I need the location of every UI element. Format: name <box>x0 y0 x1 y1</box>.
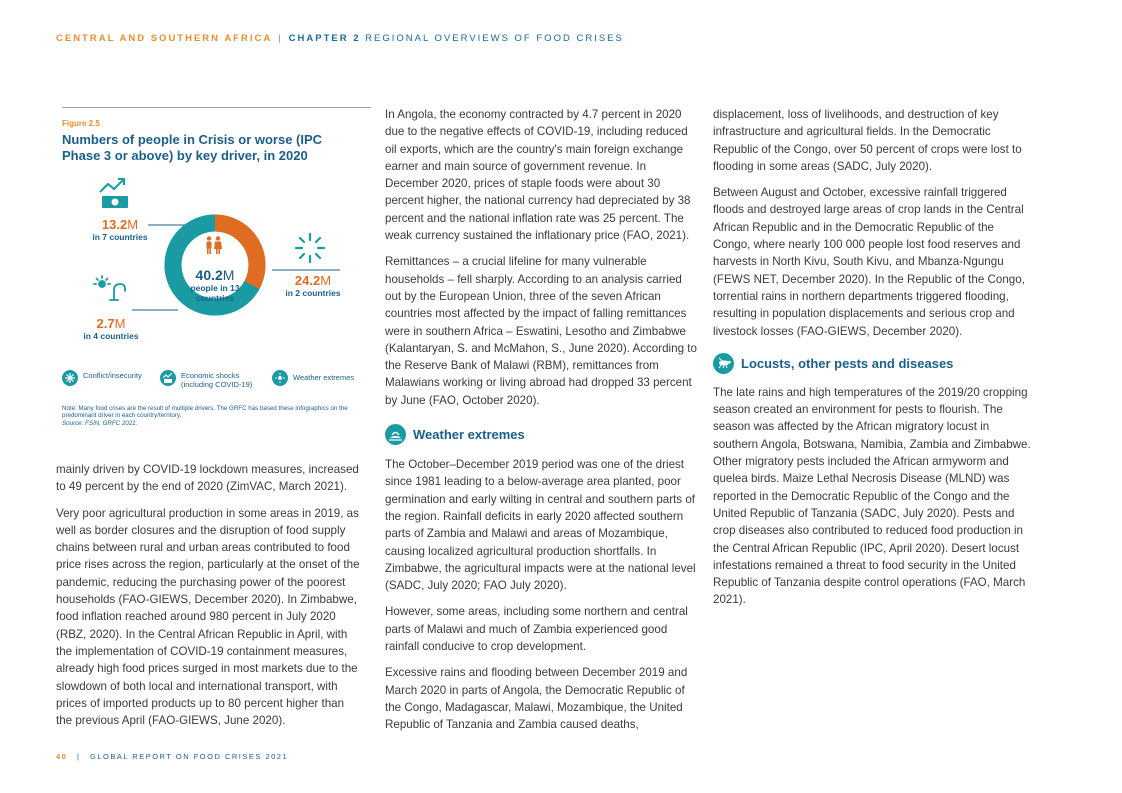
legend-label-economic: Economic shocks (including COVID-19) <box>181 371 253 389</box>
header-separator: | <box>278 33 283 44</box>
conflict-value <box>78 316 144 331</box>
conflict-value-unit: M <box>114 316 126 331</box>
figure-source: Source: FSIN, GRFC 2021. <box>62 419 138 427</box>
weather-icon <box>272 370 288 386</box>
weather-extremes-icon <box>296 234 324 262</box>
donut-segment-conflict-insecurity <box>198 223 215 227</box>
economic-countries: in 7 countries <box>92 232 148 242</box>
total-value-unit: M <box>222 267 235 283</box>
header-section: CENTRAL AND SOUTHERN AFRICA <box>56 33 273 44</box>
total-value <box>180 267 250 283</box>
total-sub: people in 13 countries <box>190 283 240 303</box>
col2-paragraph-2: Remittances – a crucial lifeline for many vulnerable households – fell sharply. According to an analysis carried out by the European Union, three of the seven African countries most affected by the impact of falling remittances were in southern Africa – Eswatini, Lesotho and Zimbabwe (Kalantaryan, S. and McMahon, S., June 2020). According to the Reserve Bank of Malawi (RBM), remittances from Malawians working or living abroad had dropped 33 percent by June (FAO, October 2020). <box>385 255 697 407</box>
column-2 <box>385 106 697 743</box>
locusts-heading <box>713 353 1031 374</box>
weather-value <box>280 273 346 288</box>
weather-extremes-heading <box>385 424 697 445</box>
economic-value-block <box>88 217 152 242</box>
header-chapter: CHAPTER 2 <box>288 33 361 44</box>
col2-paragraph-5: Excessive rains and flooding between December 2019 and March 2020 in parts of Angola, the Democratic Republic of the Congo, Madagascar, Malawi, Mozambique, the United Republic of Tanzania and Zambia caused deaths, <box>385 666 688 732</box>
legend-label-conflict: Conflict/insecurity <box>83 371 142 380</box>
weather-extremes-title: Weather extremes <box>413 426 525 442</box>
weather-value-number: 24.2 <box>294 273 321 288</box>
figure-note-text: Note: Many food crises are the result of multiple drivers. The GRFC has based these infographics on the predominant driver in each country/territory. <box>62 405 348 420</box>
conflict-value-number: 2.7 <box>96 316 115 331</box>
header-chapter-title: REGIONAL OVERVIEWS OF FOOD CRISES <box>365 33 624 44</box>
economic-shocks-icon <box>100 179 128 208</box>
conflict-value-block <box>78 316 144 341</box>
running-header <box>56 33 624 44</box>
figure-legend <box>62 370 372 394</box>
column-3 <box>713 106 1031 618</box>
weather-value-unit: M <box>320 273 332 288</box>
conflict-icon <box>62 370 78 386</box>
locusts-title: Locusts, other pests and diseases <box>741 355 954 371</box>
figure-note <box>62 405 362 427</box>
col2-paragraph-4: However, some areas, including some northern and central parts of Malawi and much of Zambia experienced good rainfall conducive to crop development. <box>385 605 688 654</box>
page-number: 40 <box>56 752 68 761</box>
col3-paragraph-2: Between August and October, excessive rainfall triggered floods and destroyed large areas of crop lands in the Central African Republic and in the Democratic Republic of the Congo, where nearly 100 000 people lost food reserves and harvests in North Kivu, South Kivu, and Mbanza-Ngungu (FEWS NET, December 2020). In the Republic of the Congo, torrential rains in northern departments triggered flooding, resulting in population displacements and serious crop and livestock losses (FAO-GIEWS, December 2020). <box>713 186 1025 338</box>
col1-paragraph-2: Very poor agricultural production in some areas in 2019, as well as border closures and the disruption of food supply chains between rural and urban areas contributed to food price rises across the region, particularly at the onset of the pandemic, reducing the purchasing power of the poorest households (FAO-GIEWS, December 2020). In Zimbabwe, food inflation reached around 980 percent in July 2020 (RBZ, 2020). In the Central African Republic in April, with the implementation of COVID-19 containment measures, already high food prices surged in most markets due to the slowdown of both local and international transport, with prices of imported products up to 80 percent higher than the previous April (FAO-GIEWS, June 2020). <box>56 506 360 728</box>
weather-countries: in 2 countries <box>285 288 341 298</box>
col1-paragraph-1: mainly driven by COVID-19 lockdown measures, increased to 49 percent by the end of 2020 (ZimVAC, March 2021). <box>56 463 359 494</box>
economic-value-number: 13.2 <box>101 217 128 232</box>
economic-value <box>88 217 152 232</box>
legend-item-weather <box>272 370 354 386</box>
economic-value-unit: M <box>127 217 139 232</box>
col3-paragraph-3: The late rains and high temperatures of the 2019/20 cropping season created an environment for pests to flourish. The season was affected by the African migratory locust in southern Angola, Botswana, Namibia, Zambia and Zimbabwe. Other migratory pests included the African armyworm and quelea birds. Maize Lethal Necrosis Disease (MLND) was reported in the Democratic Republic of the Congo and the United Republic of Tanzania (SADC, July 2020). Pests and crop diseases also contributed to reduced food production in the Central African Republic (IPC, April 2020). Desert locust infestations remained a threat to food security in the United Republic of Tanzania despite control operations (FAO, March 2021). <box>713 385 1031 607</box>
figure-label: Figure 2.5 <box>62 119 100 128</box>
legend-item-economic <box>160 370 261 389</box>
column-1 <box>56 461 363 738</box>
figure-title: Numbers of people in Crisis or worse (IPC Phase 3 or above) by key driver, in 2020 <box>62 132 323 163</box>
weather-value-block <box>280 273 346 298</box>
total-value-number: 40.2 <box>195 267 223 283</box>
donut-center-label <box>180 267 250 303</box>
weather-heading-icon <box>385 424 406 445</box>
footer-title: GLOBAL REPORT ON FOOD CRISES 2021 <box>89 752 289 761</box>
col2-paragraph-3: The October–December 2019 period was one of the driest since 1981 leading to a below-average area planted, poor germination and early wilting in central and southern parts of the region. Rainfall deficits in early 2020 affected southern parts of Zambia and Malawi and areas of Mozambique, causing localized agricultural production shortfalls. In Zimbabwe, the agricultural impacts were at the national level (SADC, July 2020; FAO July 2020). <box>385 458 696 593</box>
conflict-countries: in 4 countries <box>83 331 139 341</box>
legend-item-conflict <box>62 370 149 386</box>
col2-paragraph-1: In Angola, the economy contracted by 4.7 percent in 2020 due to the negative effects of COVID-19, including reduced oil exports, which are the country's main foreign exchange earner and main source of government revenue. In December 2020, prices of staple foods were about 30 percent higher, the national currency had depreciated by 38 percent and the national inflation rate was 25 percent. The weak currency sustained the inflationary price (FAO, 2021). <box>385 108 691 243</box>
col3-paragraph-1: displacement, loss of livelihoods, and destruction of key infrastructure and agricultural fields. In the Democratic Republic of the Congo, over 50 percent of crops were lost to flooding in some areas (SADC, July 2020). <box>713 108 1022 173</box>
conflict-insecurity-icon <box>94 276 125 300</box>
figure-top-rule <box>62 107 371 108</box>
economic-shocks-icon <box>160 370 176 386</box>
legend-label-weather: Weather extremes <box>293 373 355 382</box>
page-footer <box>56 752 288 761</box>
locust-icon <box>713 353 734 374</box>
footer-separator: | <box>76 752 81 761</box>
